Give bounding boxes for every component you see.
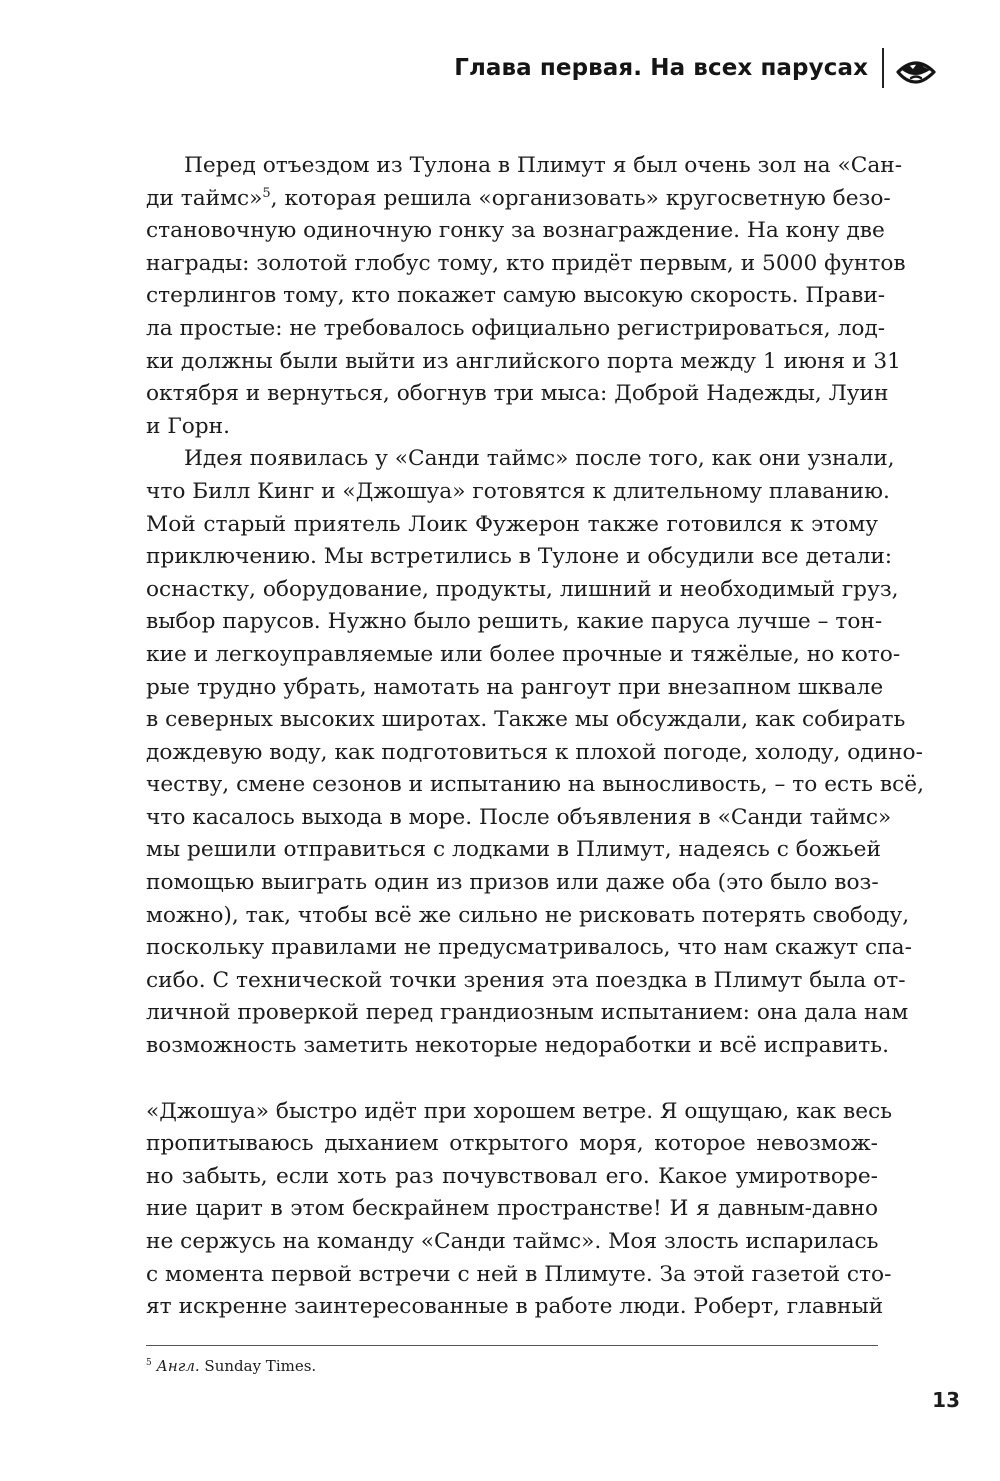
text-line: помощью выиграть один из призов или даже оба (это было воз-: [146, 870, 879, 896]
text-line: что Билл Кинг и «Джошуа» готовятся к длительному плаванию.: [146, 478, 890, 504]
text-line: в северных высоких широтах. Также мы обсуждали, как собирать: [146, 707, 906, 733]
text-line: октября и вернуться, обогнув три мыса: Доброй Надежды, Луин: [146, 381, 889, 407]
footnote-reference: 5: [262, 185, 271, 201]
paragraph-1: [146, 150, 906, 443]
footnote-number: 5: [146, 1358, 152, 1368]
text-line: Идея появилась у «Санди таймс» после того, как они узнали,: [184, 446, 895, 472]
text-line: «Джошуа» быстро идёт при хорошем ветре. Я ощущаю, как весь: [146, 1098, 893, 1124]
text-line: оснастку, оборудование, продукты, лишний и необходимый груз,: [146, 576, 899, 602]
text-line: и Горн.: [146, 413, 230, 439]
text-line: ла простые: не требовалось официально регистрироваться, лод-: [146, 315, 886, 341]
text-line: награды: золотой глобус тому, кто придёт первым, и 5000 фунтов: [146, 250, 906, 276]
text-fragment: , которая решила «организовать» кругосветную безо-: [270, 185, 891, 211]
text-line: Мой старый приятель Лоик Фужерон также готовился к этому: [146, 511, 878, 537]
text-line: возможность заметить некоторые недоработки и всё исправить.: [146, 1033, 889, 1059]
footnote: [146, 1357, 316, 1375]
footnote-text: Sunday Times.: [199, 1357, 317, 1375]
text-line: рые трудно убрать, намотать на рангоут при внезапном шквале: [146, 674, 884, 700]
text-line: с момента первой встречи с ней в Плимуте. За этой газетой сто-: [146, 1261, 892, 1287]
section-break: [146, 1063, 878, 1096]
text-line: поскольку правилами не предусматривалось, что нам скажут спа-: [146, 935, 912, 961]
body-text: [146, 150, 924, 1324]
page-number: 13: [932, 1388, 960, 1412]
chapter-title: Глава первая. На всех парусах: [454, 55, 868, 81]
text-line: дождевую воду, как подготовиться к плохой погоде, холоду, одино-: [146, 739, 923, 765]
text-line: кие и легкоуправляемые или более прочные и тяжёлые, но кото-: [146, 641, 901, 667]
text-line: ние царит в этом бескрайнем пространстве! И я давным-давно: [146, 1196, 878, 1222]
footnote-rule: [146, 1345, 878, 1346]
text-line: можно), так, чтобы всё же сильно не рисковать потерять свободу,: [146, 902, 910, 928]
text-line: честву, смене сезонов и испытанию на выносливость, – то есть всё,: [146, 772, 924, 798]
text-line: становочную одиночную гонку за вознаграждение. На кону две: [146, 218, 885, 244]
text-line: личной проверкой перед грандиозным испытанием: она дала нам: [146, 1000, 909, 1026]
text-line: стерлингов тому, кто покажет самую высокую скорость. Прави-: [146, 283, 886, 309]
footnote-abbreviation: Англ.: [156, 1357, 200, 1375]
paragraph-2: [146, 443, 924, 1062]
text-line: что касалось выхода в море. После объявления в «Санди таймс»: [146, 804, 892, 830]
text-line: ят искренне заинтересованные в работе люди. Роберт, главный: [146, 1294, 884, 1320]
text-line: Перед отъездом из Тулона в Плимут я был очень зол на «Сан-: [184, 153, 903, 178]
paragraph-3: [146, 1096, 893, 1324]
sailboat-wave-icon: [894, 48, 938, 88]
text-line: мы решили отправиться с лодками в Плимут, надеясь с божьей: [146, 837, 881, 863]
text-line: пропитываюсь дыханием открытого моря, которое невозмож-: [146, 1131, 878, 1157]
text-fragment: ди таймс»: [146, 185, 263, 211]
text-line: ки должны были выйти из английского порта между 1 июня и 31: [146, 348, 901, 374]
text-line: [146, 183, 891, 216]
text-line: сибо. С технической точки зрения эта поездка в Плимут была от-: [146, 967, 906, 993]
text-line: но забыть, если хоть раз почувствовал его. Какое умиротворе-: [146, 1163, 878, 1189]
header-divider: [882, 48, 884, 88]
text-line: не сержусь на команду «Санди таймс». Моя злость испарилась: [146, 1229, 879, 1254]
text-line: приключению. Мы встретились в Тулоне и обсудили все детали:: [146, 544, 893, 570]
text-line: выбор парусов. Нужно было решить, какие паруса лучше – тон-: [146, 609, 883, 635]
running-header: [454, 48, 938, 88]
